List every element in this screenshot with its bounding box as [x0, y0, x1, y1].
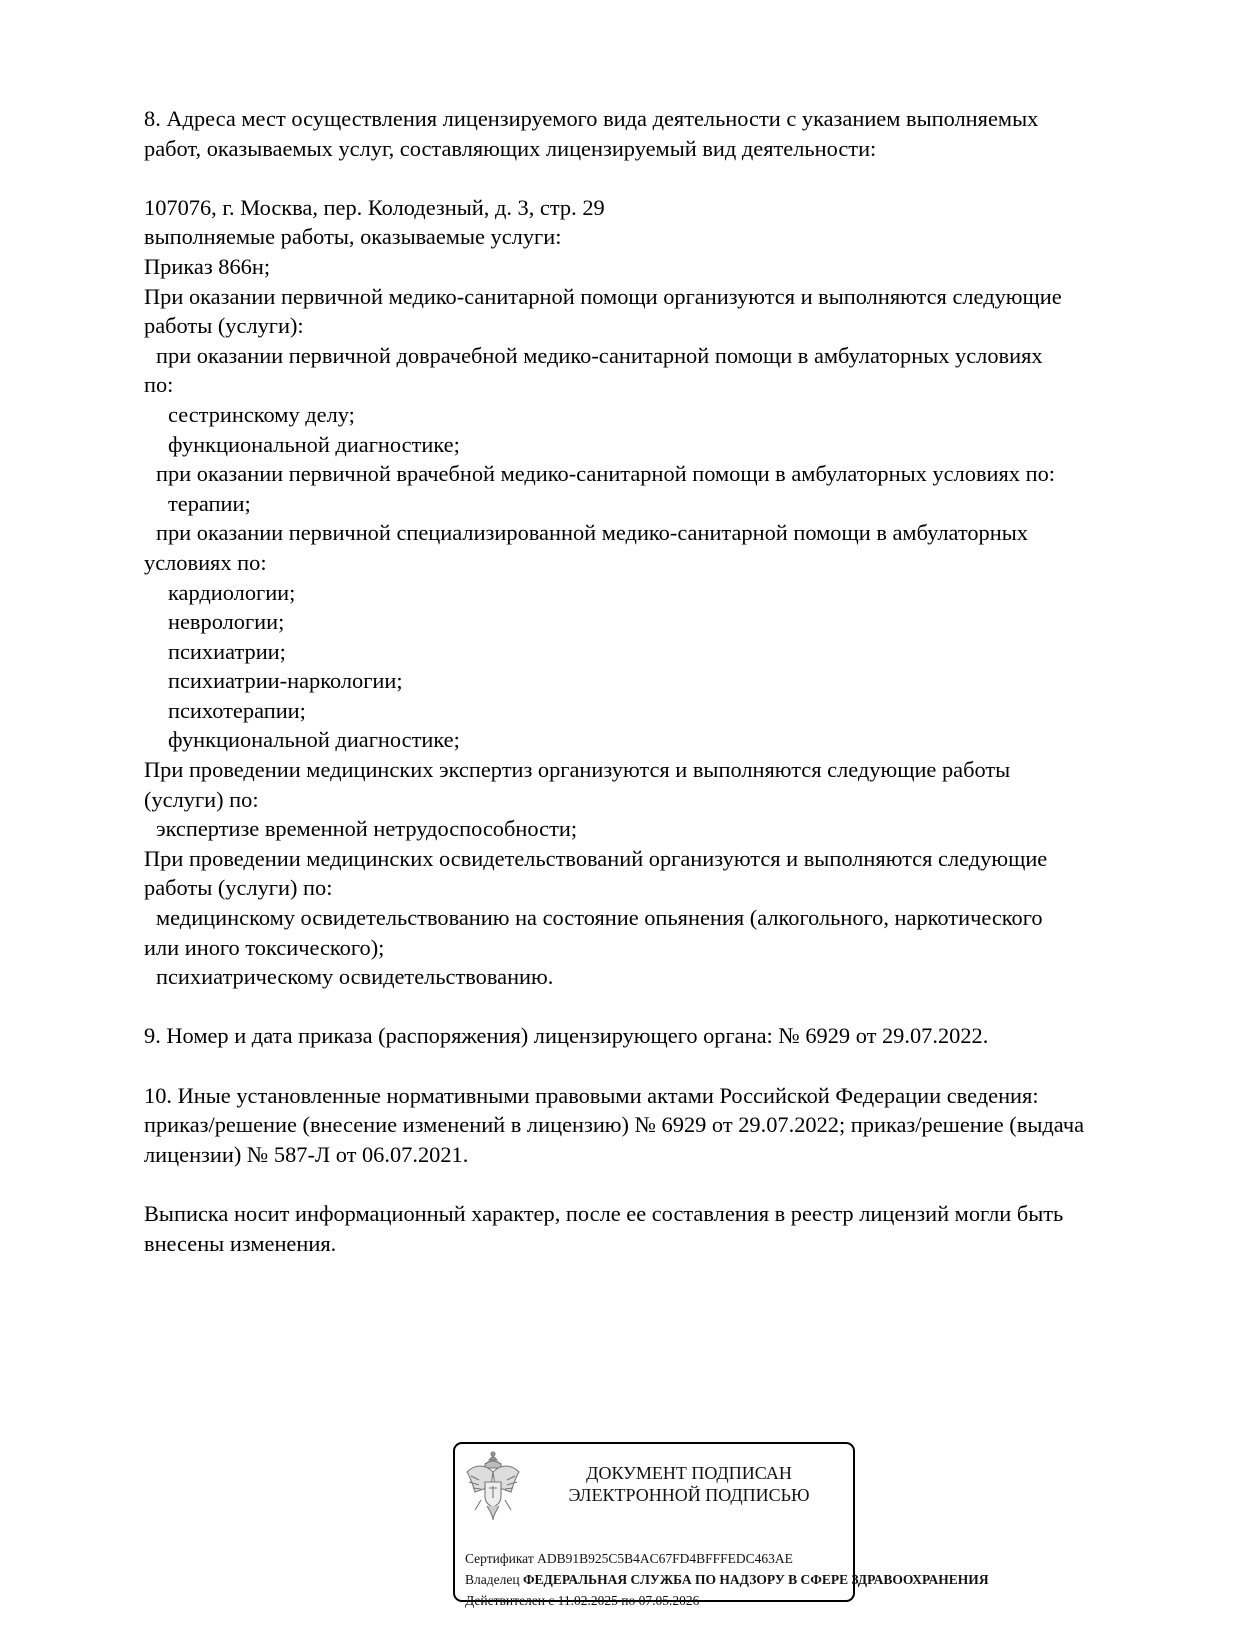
works-label: выполняемые работы, оказываемые услуги: [144, 224, 562, 250]
exam-item1-2: или иного токсического); [144, 934, 385, 960]
section9: 9. Номер и дата приказа (распоряжения) лицензирующего органа: № 6929 от 29.07.2022. [144, 1023, 989, 1049]
exam-item1-1: медицинскому освидетельствованию на состояние опьянения (алкогольного, наркотического [156, 905, 1043, 931]
owner-value: ФЕДЕРАЛЬНАЯ СЛУЖБА ПО НАДЗОРУ В СФЕРЕ ЗДРАВООХРАНЕНИЯ [522, 1572, 989, 1587]
section8-heading-2: работ, оказываемых услуг, составляющих лицензируемый вид деятельности: [144, 135, 877, 161]
specialized-1: при оказании первичной специализированной медико-санитарной помощи в амбулаторных [156, 520, 1028, 546]
address: 107076, г. Москва, пер. Колодезный, д. 3, стр. 29 [144, 194, 605, 220]
owner-label: Владелец [465, 1572, 520, 1587]
stamp-title [535, 1462, 843, 1506]
stamp-title-line1: ДОКУМЕНТ ПОДПИСАН [586, 1463, 792, 1483]
phc-intro-2: работы (услуги): [144, 313, 304, 339]
section8-heading-1: 8. Адреса мест осуществления лицензируемого вида деятельности с указанием выполняемых [144, 106, 1039, 131]
list-item: сестринскому делу; [168, 401, 355, 427]
cert-value: ADB91B925C5B4AC67FD4BFFFEDC463AE [537, 1551, 793, 1566]
disclaimer-1: Выписка носит информационный характер, после ее составления в реестр лицензий могли быть [144, 1200, 1064, 1226]
list-item: психотерапии; [168, 697, 306, 723]
owner-line [465, 1569, 989, 1590]
exam-item2: психиатрическому освидетельствованию. [156, 964, 554, 990]
list-item: экспертизе временной нетрудоспособности; [156, 816, 578, 842]
expertise-intro-2: (услуги) по: [144, 786, 259, 812]
stamp-info [465, 1548, 989, 1611]
exam-intro-1: При проведении медицинских освидетельствований организуются и выполняются следующие [144, 845, 1048, 871]
section10-2: приказ/решение (внесение изменений в лицензию) № 6929 от 29.07.2022; приказ/решение (выдача [144, 1112, 1085, 1138]
pre-doctor-1: при оказании первичной доврачебной медико-санитарной помощи в амбулаторных условиях [156, 342, 1043, 368]
list-item: неврологии; [168, 609, 285, 635]
doctor-care: при оказании первичной врачебной медико-санитарной помощи в амбулаторных условиях по: [156, 461, 1055, 487]
stamp-title-line2: ЭЛЕКТРОННОЙ ПОДПИСЬЮ [568, 1485, 810, 1505]
section10-1: 10. Иные установленные нормативными правовыми актами Российской Федерации сведения: [144, 1082, 1039, 1108]
list-item: терапии; [168, 490, 251, 516]
cert-label: Сертификат [465, 1551, 534, 1566]
expertise-intro-1: При проведении медицинских экспертиз организуются и выполняются следующие работы [144, 757, 1011, 783]
exam-intro-2: работы (услуги) по: [144, 875, 333, 901]
pre-doctor-2: по: [144, 372, 174, 398]
list-item: психиатрии; [168, 638, 286, 664]
specialized-2: условиях по: [144, 549, 267, 575]
signature-stamp [453, 1442, 989, 1608]
list-item: функциональной диагностике; [168, 431, 460, 457]
coat-of-arms-icon [463, 1450, 523, 1526]
certificate-line [465, 1548, 851, 1569]
order-866n: Приказ 866н; [144, 253, 271, 279]
list-item: функциональной диагностике; [168, 727, 460, 753]
document-body [144, 104, 1184, 1258]
validity-line: Действителен с 11.02.2025 по 07.05.2026 [465, 1593, 700, 1608]
list-item: психиатрии-наркологии; [168, 668, 403, 694]
section10-3: лицензии) № 587-Л от 06.07.2021. [144, 1141, 469, 1167]
disclaimer-2: внесены изменения. [144, 1230, 337, 1256]
phc-intro-1: При оказании первичной медико-санитарной помощи организуются и выполняются следующие [144, 283, 1062, 309]
list-item: кардиологии; [168, 579, 296, 605]
